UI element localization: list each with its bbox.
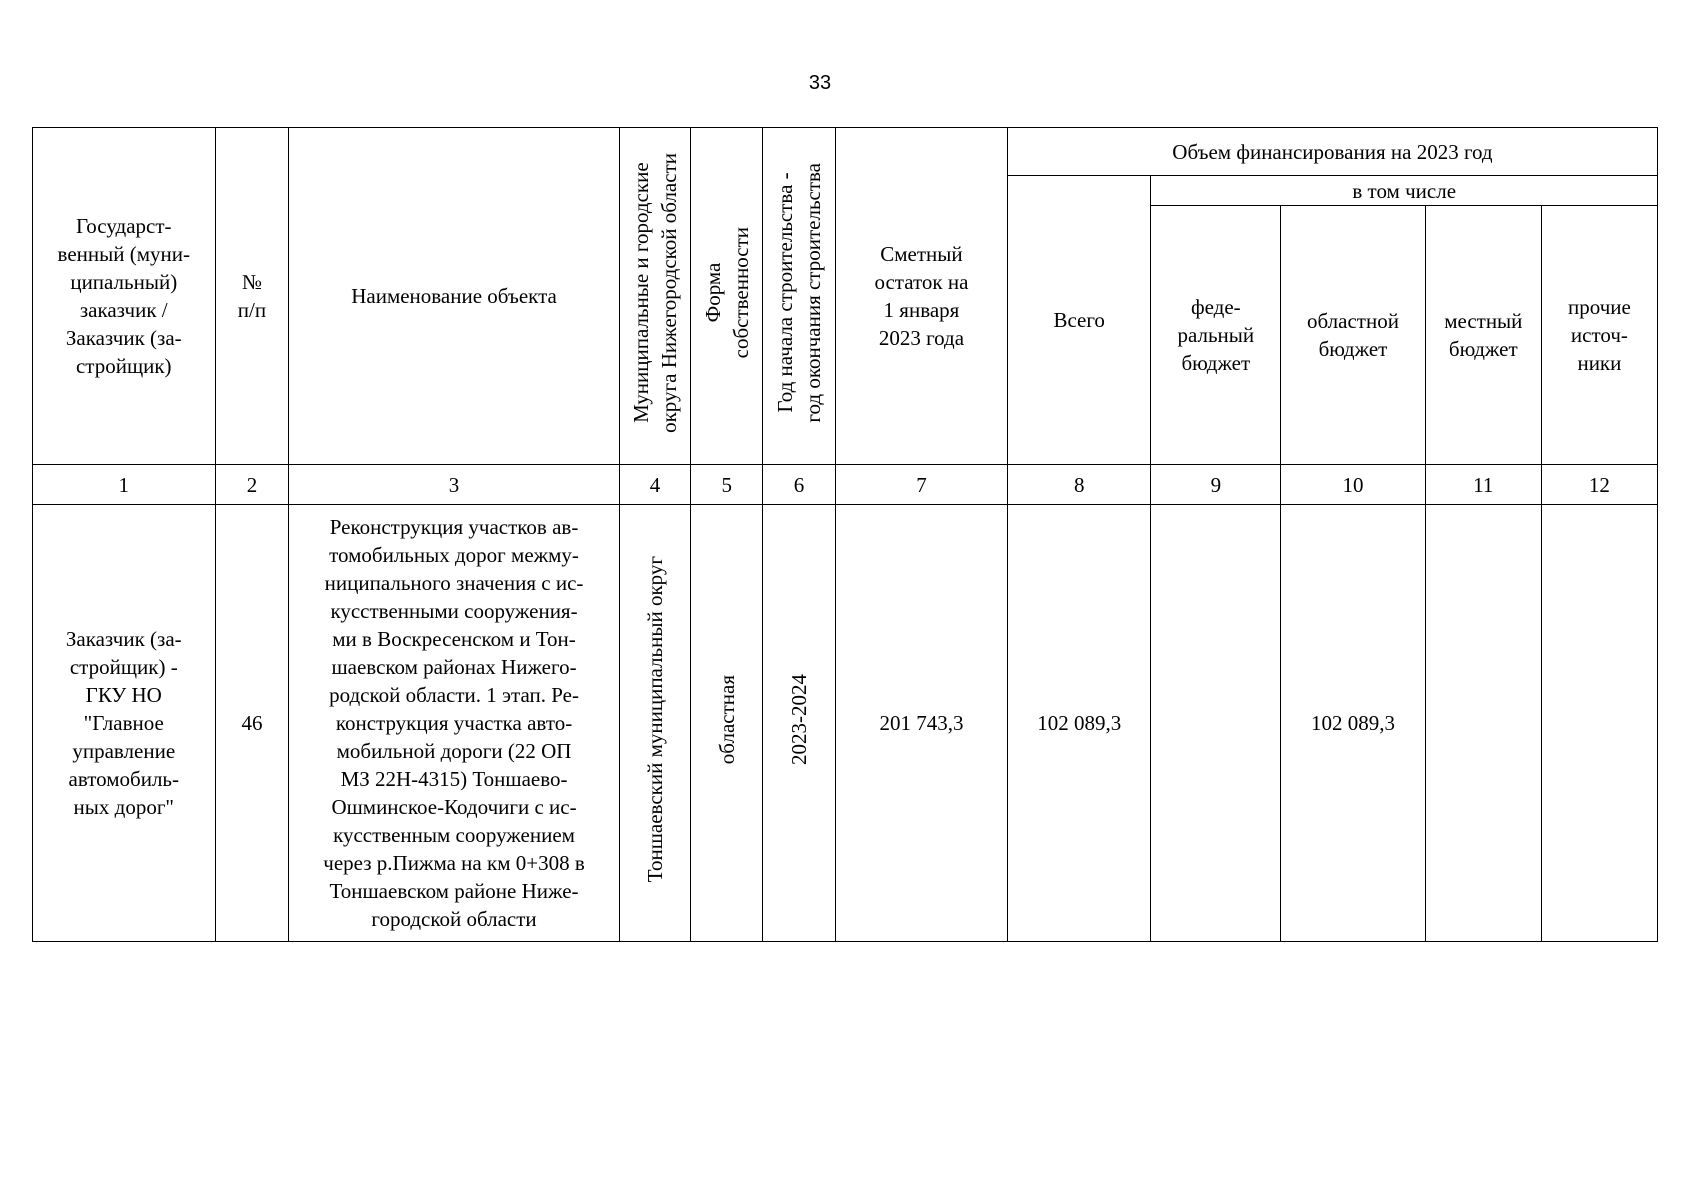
cell-estimate: 201 743,3 <box>835 505 1007 942</box>
header-total: Всего <box>1007 176 1151 465</box>
cell-years: 2023-2024 <box>763 505 836 942</box>
column-number: 2 <box>215 465 289 505</box>
cell-municipality: Тоншаевский муниципальный округ <box>619 505 691 942</box>
page-number: 33 <box>808 72 832 94</box>
header-local: местный бюджет <box>1425 206 1541 465</box>
cell-local <box>1425 505 1541 942</box>
header-estimate: Сметный остаток на 1 января 2023 года <box>835 128 1007 465</box>
column-number: 11 <box>1425 465 1541 505</box>
cell-federal <box>1151 505 1281 942</box>
column-number: 9 <box>1151 465 1281 505</box>
column-number: 4 <box>619 465 691 505</box>
column-number: 12 <box>1541 465 1657 505</box>
column-number: 8 <box>1007 465 1151 505</box>
column-number-row <box>33 465 1658 505</box>
header-financing: Объем финансирования на 2023 год <box>1007 128 1657 176</box>
header-regional: областной бюджет <box>1281 206 1426 465</box>
table-row <box>33 505 1658 942</box>
cell-regional: 102 089,3 <box>1281 505 1426 942</box>
cell-ownership: областная <box>691 505 763 942</box>
column-number: 7 <box>835 465 1007 505</box>
header-customer: Государст- венный (муни- ципальный) заказчик / Заказчик (за- стройщик) <box>33 128 216 465</box>
header-other: прочие источ- ники <box>1541 206 1657 465</box>
column-number: 10 <box>1281 465 1426 505</box>
header-including: в том числе <box>1151 176 1658 206</box>
header-municipality: Муниципальные и городские округа Нижегородской области <box>619 128 691 465</box>
column-number: 5 <box>691 465 763 505</box>
cell-object-name: Реконструкция участков ав- томобильных дорог межму- ниципального значения с ис- кусственными сооружения- ми в Воскресенском и Тон- шаевском районах Нижего- родской области. 1 этап. Ре- конструкция участка авто- мобильной дороги (22 ОП МЗ 22Н-4315) Тоншаево- Ошминское-Кодочиги с ис- кусственным сооружением через р.Пижма на км 0+308 в Тоншаевском районе Ниже- городской области <box>289 505 619 942</box>
financing-table <box>32 127 1658 942</box>
header-years: Год начала строительства - год окончания строительства <box>763 128 836 465</box>
cell-total: 102 089,3 <box>1007 505 1151 942</box>
column-number: 1 <box>33 465 216 505</box>
cell-number: 46 <box>215 505 289 942</box>
cell-customer: Заказчик (за- стройщик) - ГКУ НО "Главное управление автомобиль- ных дорог" <box>33 505 216 942</box>
header-object-name: Наименование объекта <box>289 128 619 465</box>
header-federal: феде- ральный бюджет <box>1151 206 1281 465</box>
column-number: 6 <box>763 465 836 505</box>
header-number: № п/п <box>215 128 289 465</box>
column-number: 3 <box>289 465 619 505</box>
cell-other <box>1541 505 1657 942</box>
header-ownership: Форма собственности <box>691 128 763 465</box>
